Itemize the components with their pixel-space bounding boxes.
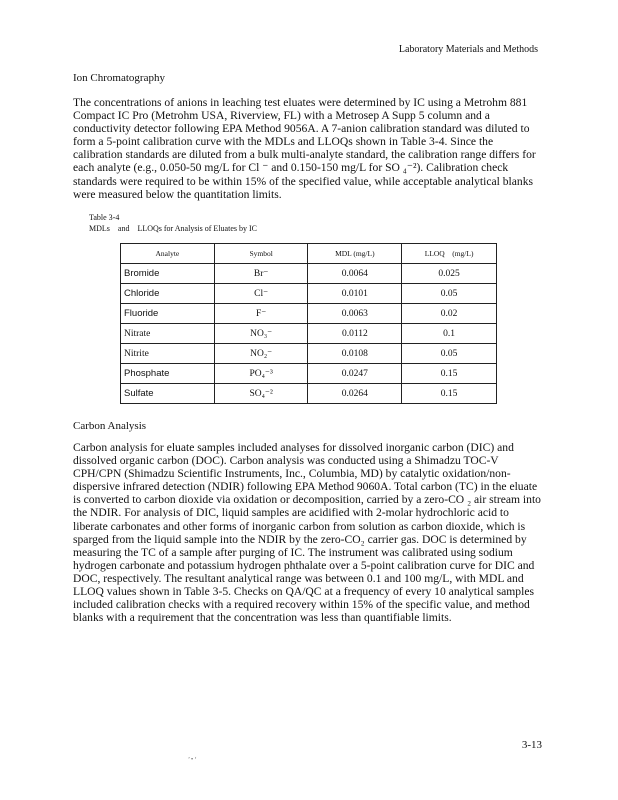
cell-mdl: 0.0108 — [308, 344, 402, 364]
section-heading-carbon-analysis: Carbon Analysis — [73, 420, 147, 432]
cell-mdl: 0.0247 — [308, 364, 402, 384]
running-header: Laboratory Materials and Methods — [398, 44, 538, 55]
cell-analyte: Phosphate — [121, 364, 215, 384]
header-lloq: LLOQ (mg/L) — [402, 244, 497, 264]
table-header-row — [121, 244, 497, 264]
cell-symbol: Cl⁻ — [214, 284, 308, 304]
cell-analyte: Nitrate — [121, 324, 215, 344]
table-caption: MDLs and LLOQs for Analysis of Eluates by IC — [89, 224, 257, 233]
cell-analyte: Nitrite — [121, 344, 215, 364]
cell-lloq: 0.15 — [402, 384, 497, 404]
cell-mdl: 0.0064 — [308, 264, 402, 284]
cell-mdl: 0.0112 — [308, 324, 402, 344]
cell-analyte: Fluoride — [121, 304, 215, 324]
cell-analyte: Sulfate — [121, 384, 215, 404]
cell-symbol: PO₄⁻³ — [214, 364, 308, 384]
cell-symbol: F⁻ — [214, 304, 308, 324]
ion-chromatography-paragraph: The concentrations of anions in leaching test eluates were determined by IC using a Metrohm 881 Compact IC Pro (Metrohm USA, Riverview, FL) with a Metrosep A Supp 5 column and a conductivity detector following EPA Method 9056A. A 7-anion calibration standard was diluted to form a 5-point calibration curve with the MDLs and LLOQs shown in Table 3-4. Since the calibration standards are diluted from a bulk multi-analyte standard, the calibration range differs for each analyte (e.g., 0.050-50 mg/L for Cl ⁻ and 0.150-150 mg/L for SO ₄⁻²). Calibration check standards were required to be within 15% of the specified value, while acceptable analytical blanks were measured below the quantitation limits. — [73, 96, 536, 201]
cell-symbol: NO₂⁻ — [214, 344, 308, 364]
table-row — [121, 344, 497, 364]
table-row — [121, 384, 497, 404]
table-row — [121, 304, 497, 324]
cell-lloq: 0.1 — [402, 324, 497, 344]
cell-mdl: 0.0264 — [308, 384, 402, 404]
table-row — [121, 284, 497, 304]
anion-mdl-lloq-table — [120, 243, 497, 404]
cell-lloq: 0.05 — [402, 344, 497, 364]
carbon-analysis-paragraph: Carbon analysis for eluate samples included analyses for dissolved inorganic carbon (DIC) and dissolved organic carbon (DOC). Carbon analysis was conducted using a Shimadzu TOC-V CPH/CPN (Shimadzu Scientific Instruments, Inc., Columbia, MD) by catalytic oxidation/non-dispersive infrared detection (NDIR) following EPA Method 9060A. Total carbon (TC) in the eluate is converted to carbon dioxide via oxidation or decomposition, carried by a zero-CO ₂ air stream into the NDIR. For analysis of DIC, liquid samples are acidified with 2-molar hydrochloric acid to liberate carbonates and other forms of inorganic carbon from solution as carbon dioxide, which is sparged from the liquid sample into the NDIR by the zero-CO₂ carrier gas. DOC is determined by measuring the TC of a sample after purging of IC. The instrument was calibrated using sodium hydrogen carbonate and potassium hydrogen phthalate over a 5-point calibration curve for DIC and DOC, respectively. The resultant analytical range was between 0.1 and 100 mg/L, with MDL and LLOQ values shown in Table 3-5. Checks on QA/QC at a frequency of every 10 analytical samples included calibration checks with a required recovery within 15% of the specific value, and method blanks with a requirement that the concentration was less than quantifiable limits. — [73, 441, 541, 625]
cell-analyte: Chloride — [121, 284, 215, 304]
header-symbol: Symbol — [214, 244, 308, 264]
cell-lloq: 0.025 — [402, 264, 497, 284]
cell-symbol: Br⁻ — [214, 264, 308, 284]
footer-mark: ’ • ‘ — [188, 757, 197, 763]
cell-lloq: 0.02 — [402, 304, 497, 324]
table-number: Table 3-4 — [89, 213, 120, 222]
table-row — [121, 364, 497, 384]
table-row — [121, 324, 497, 344]
cell-lloq: 0.05 — [402, 284, 497, 304]
cell-mdl: 0.0063 — [308, 304, 402, 324]
page-number: 3-13 — [521, 739, 542, 751]
cell-analyte: Bromide — [121, 264, 215, 284]
header-mdl: MDL (mg/L) — [308, 244, 402, 264]
cell-lloq: 0.15 — [402, 364, 497, 384]
header-analyte: Analyte — [121, 244, 215, 264]
table-row — [121, 264, 497, 284]
cell-symbol: NO₃⁻ — [214, 324, 308, 344]
section-heading-ion-chromatography: Ion Chromatography — [73, 72, 165, 84]
cell-mdl: 0.0101 — [308, 284, 402, 304]
cell-symbol: SO₄⁻² — [214, 384, 308, 404]
